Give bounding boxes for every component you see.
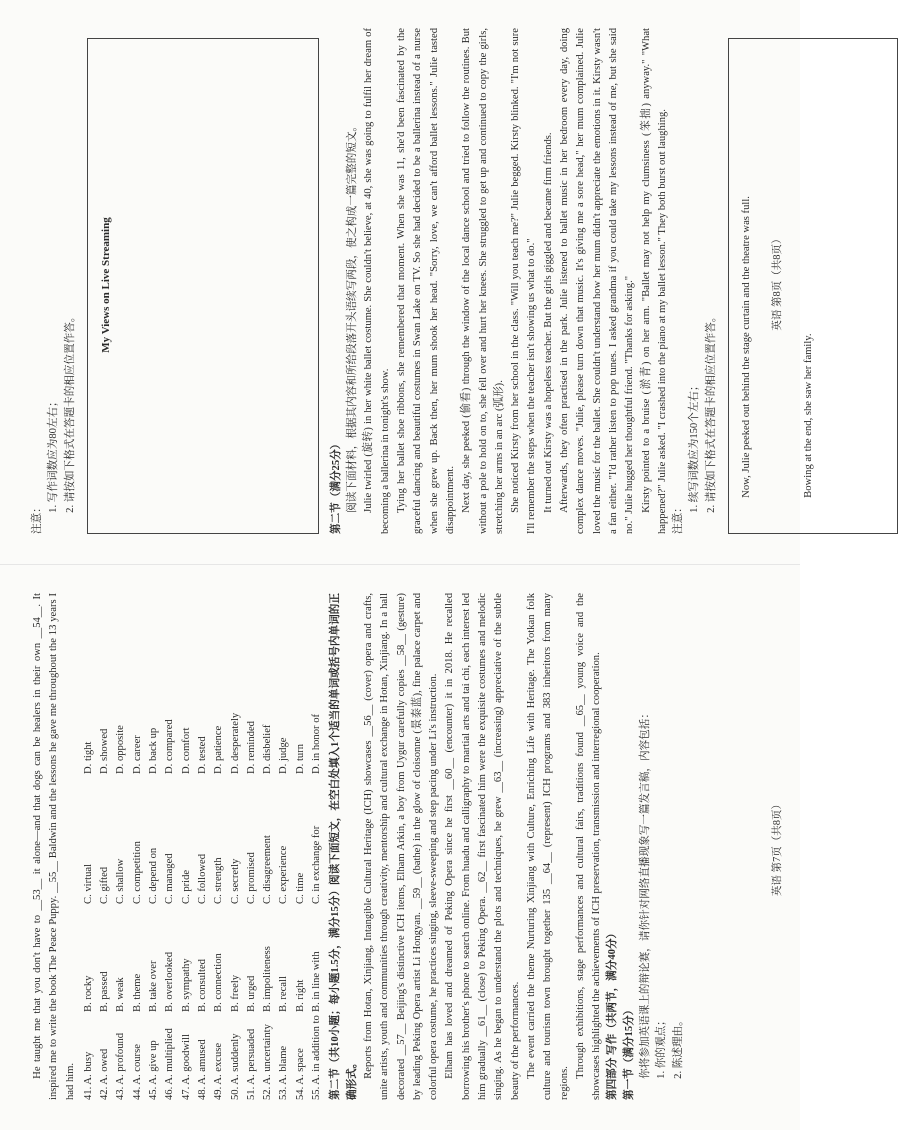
option-choice: C. shallow (115, 858, 127, 904)
option-choice: B. in line with (311, 951, 323, 1012)
note-2: 2. 请按如下格式在答题卡的相应位置作答。 (64, 311, 76, 513)
continuation-start-2: Bowing at the end, she saw her family. (803, 333, 815, 498)
option-row (97, 713, 113, 1100)
option-choice: 45. A. give up (148, 1040, 160, 1100)
story-para-6: Afterwards, they often practised in the park. Julie listened to ballet music in her bedroom every day, doing complex dance moves. "Julie, please turn down that music. It's giving me a sore head," her mum complained. Julie loved the music for the ballet. She couldn't understand how her mum didn't appreciate the emotions in it. Kirsty wasn't a fan either. "I'd rather listen to pop tunes. I asked grandma if you could take my lessons instead of me, but she said no." Julie hugged her thoughtful friend. "Thanks for asking." (559, 28, 636, 534)
story-para-3: Next day, she peeked (偷看) through the window of the local dance school and tried to follow the routines. But without a pole to hold on to, she fell over and hurt her knees. She struggled to get up and continued to copy the girls, stretching her arms in an arc (弧形). (461, 28, 505, 534)
section-2-heading (328, 593, 361, 1100)
writing-box-1 (87, 38, 319, 534)
section-2-instruction: 阅读下面短文，在空白处填入1个适当的单词或括号内单词的正确形式。 (330, 593, 358, 1100)
option-choice: D. showed (99, 728, 111, 774)
option-row (113, 713, 129, 1100)
notes-2-label: 注意： (673, 502, 685, 534)
option-choice: 53. A. blame (278, 1045, 290, 1100)
option-choice: D. career (131, 735, 143, 774)
option-choice: D. patience (213, 725, 225, 774)
part-4-heading: 第四部分 写作（共两节，满分40分） (607, 927, 619, 1100)
option-choice: D. back up (148, 727, 160, 774)
passage-2-para-1: Reports from Hotan, Xinjiang, Intangible Cultural Heritage (ICH) showcases __56__ (cover) opera and crafts, unite artists, youth and communities through creativity, mentorship and cultural exchange in Hotan, Xinjiang. In a hall decorated __57__ Beijing's distinctive ICH items, Elham Arkin, a boy from Uygur carefully copies __58__ (gesture) by leading Peking Opera artist Li Hongyan. __59__ (bathe) in the glow of cloisonne (景泰蓝), fine palace carpet and colorful opera costume, he practices singing, sleeve-sweeping and step pacing under Li's instruction. (362, 593, 440, 1100)
part-4-point-1: 1. 你的观点； (656, 1015, 668, 1079)
option-choice: B. freely (229, 974, 241, 1012)
option-choice: B. passed (99, 971, 111, 1012)
option-choice: 50. A. suddenly (229, 1033, 241, 1100)
story-para-7: Kirsty pointed to a bruise (淤青) on her arm. "Ballet may not help my clumsiness (笨拙) anyway." "What happened?" Julie asked. "I crashed into the piano at my ballet lesson." They both burst out laughing. (640, 28, 668, 534)
option-choice: 46. A. multiplied (164, 1028, 176, 1100)
option-choice: C. experience (278, 845, 290, 904)
page-8-footer: 英语 第8页（共8页） (771, 233, 783, 331)
option-row (276, 713, 292, 1100)
note-2-1: 1. 续写词数应为150个左右； (689, 380, 701, 513)
option-choice: B. urged (245, 975, 257, 1012)
note-1: 1. 写作词数应为80左右； (48, 396, 60, 513)
option-choice: B. right (294, 979, 306, 1012)
option-choice: C. time (294, 872, 306, 904)
option-row (81, 713, 97, 1100)
right-section-2-instruction: 阅读下面材料，根据其内容和所给段落开头语续写两段，使之构成一篇完整的短文。 (347, 120, 359, 513)
option-choice: B. take over (148, 960, 160, 1012)
options-table (81, 713, 325, 1100)
option-row (146, 713, 162, 1100)
page-7 (0, 565, 800, 1130)
option-choice: 43. A. profound (115, 1032, 127, 1100)
option-choice: D. comfort (180, 727, 192, 774)
passage-2-para-4: Through exhibitions, stage performances and cultural fairs, traditions found __65__ young voice and the showcases highlighted the achievements of ICH preservation, transmission and interregional cooperation. (574, 593, 603, 1100)
option-choice: 54. A. space (294, 1048, 306, 1100)
option-choice: D. tight (82, 741, 94, 774)
page-7-footer: 英语 第7页（共8页） (771, 798, 783, 897)
option-choice: 44. A. course (131, 1044, 143, 1100)
option-row (228, 713, 244, 1100)
option-choice: C. strength (213, 857, 225, 904)
story-para-4: She noticed Kirsty from her school in the class. "Will you teach me?" Julie begged. Kirsty blinked. "I'm not sure I'll remember the steps when the teacher isn't showing us what to do." (510, 28, 538, 534)
option-choice: B. recall (278, 976, 290, 1012)
section-2-title: 第二节（共10小题；每小题1.5分，满分15分） (330, 884, 342, 1100)
option-choice: D. judge (278, 737, 290, 774)
option-row (195, 713, 211, 1100)
part-4-point-2: 2. 陈述理由。 (672, 1015, 684, 1079)
part-4-task: 你将参加英语课上的辩论赛，请你针对网络直播现象写一篇发言稿，内容包括： (639, 708, 651, 1079)
option-choice: B. weak (115, 977, 127, 1012)
right-section-2-heading: 第二节（满分25分） (330, 438, 342, 534)
option-choice: D. desperately (229, 712, 241, 774)
option-row (211, 713, 227, 1100)
option-choice: C. followed (196, 853, 208, 904)
notes-label: 注意： (32, 502, 43, 534)
note-2-2: 2. 请按如下格式在答题卡的相应位置作答。 (705, 311, 717, 513)
option-choice: C. virtual (82, 863, 94, 904)
option-row (293, 713, 309, 1100)
option-choice: 42. A. owed (99, 1048, 111, 1100)
page-8 (0, 0, 815, 565)
story-para-1: Julie twirled (旋转) in her white ballet costume. She couldn't believe, at 40, she was going to fulfil her dream of becoming a ballerina in tonight's show. (363, 28, 391, 534)
option-choice: B. connection (213, 953, 225, 1012)
option-choice: C. gifted (99, 866, 111, 904)
option-choice: B. consulted (196, 959, 208, 1012)
passage-2-para-2: Elham has loved and dreamed of Peking Opera since he first __60__ (encounter) it in 2018. He recalled borrowing his brother's phone to search online. From huadu and calligraphy to martial arts and tai chi, each interest led him gradually __61__ (close) to Peking Opera. __62__ first fascinated him were the exquisite costumes and melodic singing. As he began to understand the plots and techniques, he grew __63__ (increasing) appreciative of the subtle beauty of the performances. (444, 593, 521, 1100)
option-choice: D. opposite (115, 725, 127, 774)
option-choice: 49. A. excuse (213, 1042, 225, 1100)
option-choice: 47. A. goodwill (180, 1034, 192, 1100)
option-choice: D. tested (196, 736, 208, 774)
option-choice: C. depend on (148, 847, 160, 904)
option-choice: D. reminded (245, 721, 257, 774)
option-choice: C. promised (245, 852, 257, 904)
option-row (162, 713, 178, 1100)
writing-box-1-title: My Views on Live Streaming (99, 217, 112, 353)
option-choice: B. rocky (82, 975, 94, 1012)
option-row (244, 713, 260, 1100)
option-choice: D. turn (294, 743, 306, 774)
option-choice: B. theme (131, 973, 143, 1012)
option-choice: D. compared (164, 719, 176, 774)
option-choice: C. managed (164, 853, 176, 904)
option-choice: C. competition (131, 841, 143, 904)
option-choice: 51. A. persuaded (245, 1028, 257, 1100)
option-row (130, 713, 146, 1100)
option-choice: 52. A. uncertainty (262, 1024, 274, 1100)
option-choice: C. in exchange for (311, 825, 323, 904)
option-choice: C. disagreement (262, 835, 274, 904)
writing-box-2 (728, 38, 898, 534)
option-row (179, 713, 195, 1100)
option-choice: 48. A. amused (196, 1039, 208, 1100)
continuation-start-1: Now, Julie peeked out behind the stage curtain and the theatre was full. (741, 196, 753, 498)
option-choice: C. secretly (229, 858, 241, 904)
option-row (309, 713, 325, 1100)
option-choice: 41. A. busy (82, 1051, 94, 1100)
option-row (260, 713, 276, 1100)
passage-2-para-3: The event carried the theme Nurturing Xinjiang with Culture, Enriching Life with Heritage. The Yotkan folk culture and tourism town brought together 135 __64__ (represent) ICH programs and 383 inheritors from many regions. (525, 593, 570, 1100)
option-choice: B. sympathy (180, 958, 192, 1012)
passage-1-ending: He taught me that you don't have to __53__ it alone—and that dogs can be healers in their own __54__. It inspired me to write the book The Peace Puppy. __55__ Baldwin and the lessons he gave me throughout the 13 years I had him. (32, 593, 76, 1100)
option-choice: D. disbelief (262, 724, 274, 774)
part-4-section-1: 第一节（满分15分） (623, 1004, 635, 1100)
story-para-5: It turned out Kirsty was a hopeless teacher. But the girls giggled and became firm friends. (542, 132, 554, 513)
option-choice: C. pride (180, 869, 192, 904)
option-choice: 55. A. in addition to (311, 1015, 323, 1100)
option-choice: D. in honor of (311, 713, 323, 774)
option-choice: B. overlooked (164, 951, 176, 1012)
story-para-2: Tying her ballet shoe ribbons, she remembered that moment. When she was 11, she'd been fascinated by the graceful dancing and beautiful costumes in Swan Lake on TV. So she had decided to be a ballerina instead of a nurse when she grew up. Back then, her mum shook her head. "Sorry, love, we can't afford ballet lessons." Julie tasted disappointment. (396, 28, 456, 534)
option-choice: B. impoliteness (262, 946, 274, 1012)
